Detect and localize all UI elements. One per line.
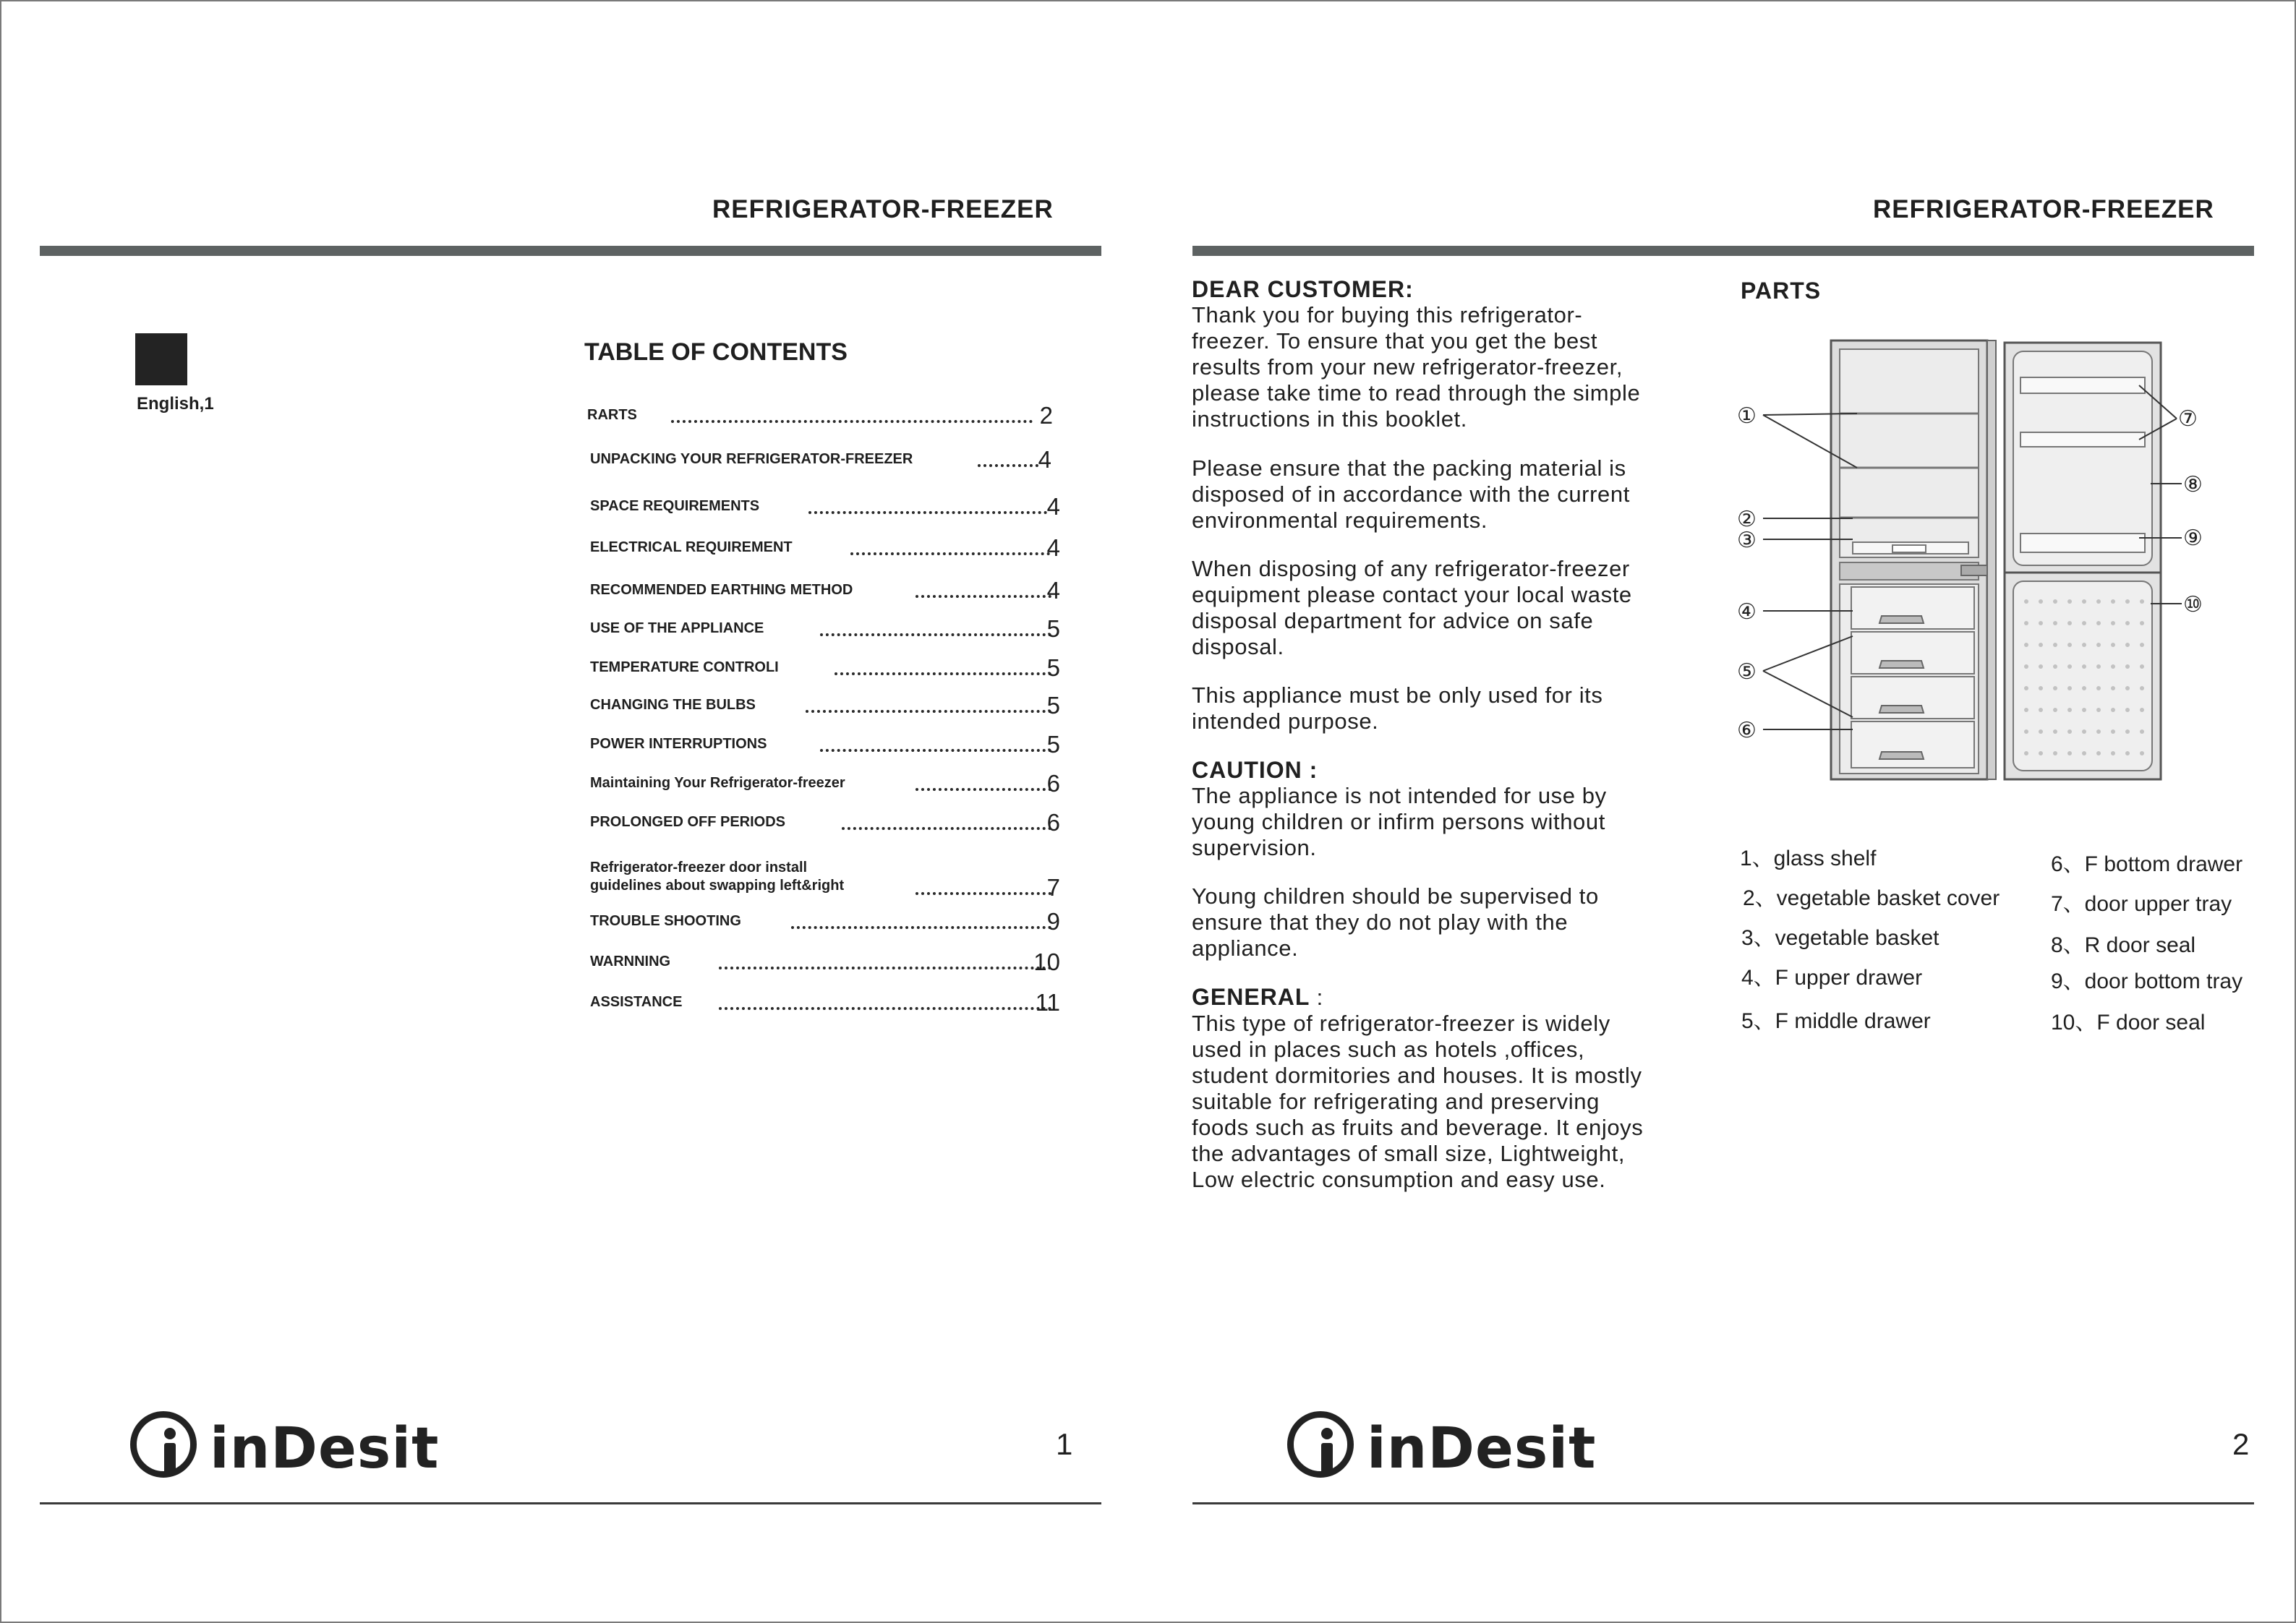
toc-entry[interactable] [590,948,1060,977]
toc-page-number: 4 [1046,534,1060,561]
toc-title: TABLE OF CONTENTS [584,338,848,366]
toc-entry[interactable] [590,730,1060,759]
parts-heading: PARTS [1741,278,1822,304]
caution-paragraph: The appliance is not intended for use by young children or infirm persons without supervision. [1192,783,1607,860]
callout-3: ③ [1737,528,1757,553]
right-header-title: REFRIGERATOR-FREEZER [1873,195,2214,223]
indesit-logo [1287,1411,1597,1498]
language-label: English,1 [137,394,214,414]
legend-item: 5、F middle drawer [1741,1009,1931,1033]
indesit-logo-icon [130,1411,197,1478]
legend-item: 4、F upper drawer [1741,966,1923,990]
toc-label: SPACE REQUIREMENTS [590,498,760,514]
callout-2: ② [1737,507,1757,532]
toc-page-number: 4 [1046,493,1060,520]
toc-page-number: 5 [1046,654,1060,681]
right-header-bar [1192,246,2254,256]
toc-leader-dots [719,967,1051,969]
indesit-logo-icon [1287,1411,1354,1478]
toc-page-number: 6 [1046,770,1060,797]
toc-entry[interactable] [590,445,1060,474]
purpose-paragraph: This appliance must be only used for its intended purpose. [1192,682,1603,734]
toc-label: TEMPERATURE CONTROLI [590,659,779,675]
callout-1: ① [1737,403,1757,429]
toc-leader-dots [850,552,1050,555]
toc-page-number: 5 [1046,615,1060,642]
toc-leader-dots [808,511,1047,514]
toc-page-number: 9 [1046,908,1060,935]
toc-leader-dots [978,464,1038,467]
toc-entry[interactable] [590,907,1060,936]
disposal-paragraph: When disposing of any refrigerator-freezer equipment please contact your local waste disposal department for advice on safe disposal. [1192,556,1632,659]
legend-item: 7、door upper tray [2051,892,2232,916]
toc-leader-dots [835,672,1051,675]
toc-entry[interactable] [590,492,1060,521]
toc-page-number: 11 [1035,989,1060,1016]
toc-leader-dots [842,827,1051,830]
left-footer-rule [40,1502,1101,1504]
toc-page-number: 5 [1046,692,1060,719]
toc-label: UNPACKING YOUR REFRIGERATOR-FREEZER [590,451,913,467]
toc-leader-dots [791,926,1051,929]
language-marker-box [135,333,187,385]
toc-label: POWER INTERRUPTIONS [590,736,767,752]
dear-customer-heading: DEAR CUSTOMER: [1192,276,1414,302]
toc-entry[interactable] [590,769,1060,798]
toc-entry[interactable] [590,808,1060,837]
legend-item: 1、glass shelf [1740,847,1877,870]
toc-leader-dots [916,595,1051,598]
toc-label: USE OF THE APPLIANCE [590,620,764,636]
toc-label-line: guidelines about swapping left&right [590,878,845,894]
toc-page-number: 2 [1039,402,1053,429]
general-heading-suffix: : [1310,985,1323,1010]
toc-page-number: 7 [1046,874,1060,901]
toc-entry[interactable] [590,988,1060,1017]
toc-label [590,859,844,895]
toc-page-number: 6 [1046,809,1060,836]
toc-leader-dots [916,892,1051,895]
children-paragraph: Young children should be supervised to ensure that they do not play with the appliance. [1192,883,1599,961]
left-header-title: REFRIGERATOR-FREEZER [712,195,1054,223]
general-heading: GENERAL [1192,984,1310,1010]
legend-item: 10、F door seal [2051,1011,2206,1035]
fridge-diagram [1737,327,2287,789]
toc-entry[interactable] [590,860,1060,902]
dear-customer-paragraph: Thank you for buying this refrigerator- freezer. To ensure that you get the best results from your new refrigerator-freezer, please take time to read through the simple instructions in this booklet. [1192,302,1641,432]
toc-entry[interactable] [590,576,1060,605]
callout-5: ⑤ [1737,659,1757,685]
toc-label: TROUBLE SHOOTING [590,913,741,929]
toc-leader-dots [916,788,1051,791]
page-number: 2 [2232,1427,2250,1461]
general-paragraph: This type of refrigerator-freezer is widely used in places such as hotels ,offices, student dormitories and houses. It is mostly suitable for refrigerating and preserving foods such as fruits and beverage. It enjoys the advantages of small size, Lightweight, Low electric consumption and easy use. [1192,1011,1644,1192]
legend-item: 9、door bottom tray [2051,969,2243,993]
toc-entry[interactable] [590,534,1060,562]
toc-entry[interactable] [587,401,1060,430]
legend-item: 2、vegetable basket cover [1743,886,2000,910]
general-heading-row [1192,984,1698,1011]
toc-entry[interactable] [590,691,1060,720]
caution-heading: CAUTION : [1192,757,1318,783]
left-header-bar [40,246,1101,256]
toc-page-number: 10 [1033,948,1060,975]
toc-label: RARTS [587,407,637,423]
toc-page-number: 4 [1038,446,1051,473]
packing-paragraph: Please ensure that the packing material is disposed of in accordance with the current environmental requirements. [1192,455,1630,533]
indesit-logo [130,1411,440,1498]
toc-page-number: 5 [1046,731,1060,758]
page-number: 1 [1056,1427,1073,1461]
toc-label: WARNNING [590,954,671,969]
toc-leader-dots [806,710,1051,713]
callout-8: ⑧ [2183,472,2203,497]
toc-label: CHANGING THE BULBS [590,697,756,713]
right-footer-rule [1192,1502,2254,1504]
legend-item: 3、vegetable basket [1741,926,1939,950]
toc-entry[interactable] [590,614,1060,643]
toc-label-line: Refrigerator-freezer door install [590,860,808,875]
toc-label: ELECTRICAL REQUIREMENT [590,539,793,555]
toc-leader-dots [820,749,1051,752]
brand-wordmark: inDesit [210,1416,440,1481]
toc-label: RECOMMENDED EARTHING METHOD [590,582,853,598]
brand-wordmark: inDesit [1367,1416,1597,1481]
callout-9: ⑨ [2183,526,2203,551]
legend-item: 8、R door seal [2051,933,2196,957]
toc-entry[interactable] [590,654,1060,682]
legend-item: 6、F bottom drawer [2051,852,2243,876]
toc-page-number: 4 [1046,577,1060,604]
callout-7: ⑦ [2178,406,2198,432]
callout-6: ⑥ [1737,718,1757,743]
toc-leader-dots [671,420,1033,423]
callout-4: ④ [1737,599,1757,625]
toc-label: ASSISTANCE [590,994,683,1010]
callout-10: ⑩ [2183,592,2203,617]
toc-leader-dots [719,1007,1051,1010]
intro-column [1192,276,1698,1193]
toc-leader-dots [820,633,1051,636]
toc-label: Maintaining Your Refrigerator-freezer [590,775,845,791]
toc-label: PROLONGED OFF PERIODS [590,814,786,830]
